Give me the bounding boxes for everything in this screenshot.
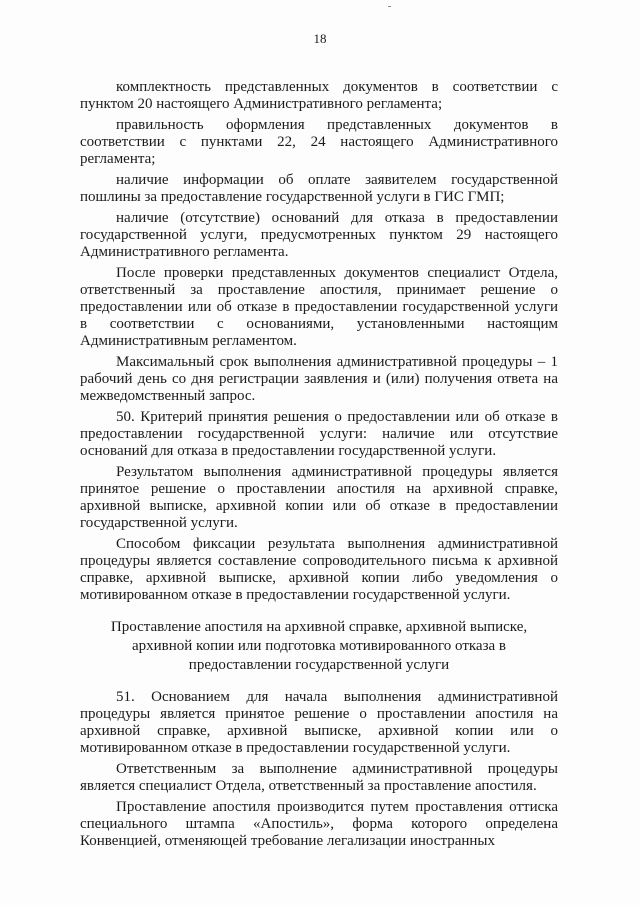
paragraph-51-basis: 51. Основанием для начала выполнения административной процедуры является принятое решение о проставлении апостиля на архивной справке, архивной выписке, архивной копии или о мотивированном отказе в предоставлении государственной услуги. — [80, 689, 558, 756]
paragraph-apostille-stamp: Проставление апостиля производится путем проставления оттиска специального штампа «Апостиль», форма которого определена Конвенцией, отменяющей требование легализации иностранных — [80, 799, 558, 849]
page-number: 18 — [313, 31, 327, 46]
scan-speck — [388, 6, 391, 7]
paragraph-after-check: После проверки представленных документов специалист Отдела, ответственный за проставление апостиля, принимает решение о предоставлении или об отказе в предоставлении государственной услуги в соответствии с основаниями, установленными настоящим Административным регламентом. — [80, 265, 558, 349]
paragraph-correctness: правильность оформления представленных документов в соответствии с пунктами 22, 24 настоящего Административного регламента; — [80, 117, 558, 167]
document-body — [80, 79, 558, 854]
paragraph-completeness: комплектность представленных документов в соответствии с пунктом 20 настоящего Административного регламента; — [80, 79, 558, 112]
paragraph-50-criterion: 50. Критерий принятия решения о предоставлении или об отказе в предоставлении государственной услуги: наличие или отсутствие оснований для отказа в предоставлении государственной услуги. — [80, 409, 558, 459]
paragraph-result: Результатом выполнения административной процедуры является принятое решение о проставлении апостиля на архивной справке, архивной выписке, архивной копии или об отказе в предоставлении государственной услуги. — [80, 464, 558, 531]
paragraph-responsible: Ответственным за выполнение административной процедуры является специалист Отдела, ответственный за проставление апостиля. — [80, 761, 558, 794]
paragraph-refusal-grounds: наличие (отсутствие) оснований для отказа в предоставлении государственной услуги, предусмотренных пунктом 29 настоящего Административного регламента. — [80, 210, 558, 260]
paragraph-fixation: Способом фиксации результата выполнения административной процедуры является составление сопроводительного письма к архивной справке, архивной выписке, архивной копии либо уведомления о мотивированном отказе в предоставлении государственной услуги. — [80, 536, 558, 603]
paragraph-max-term: Максимальный срок выполнения административной процедуры – 1 рабочий день со дня регистрации заявления и (или) получения ответа на межведомственный запрос. — [80, 354, 558, 404]
paragraph-fee-info: наличие информации об оплате заявителем государственной пошлины за предоставление государственной услуги в ГИС ГМП; — [80, 172, 558, 205]
section-heading: Проставление апостиля на архивной справке, архивной выписке, архивной копии или подготовка мотивированного отказа в предоставлении государственной услуги — [110, 619, 528, 673]
